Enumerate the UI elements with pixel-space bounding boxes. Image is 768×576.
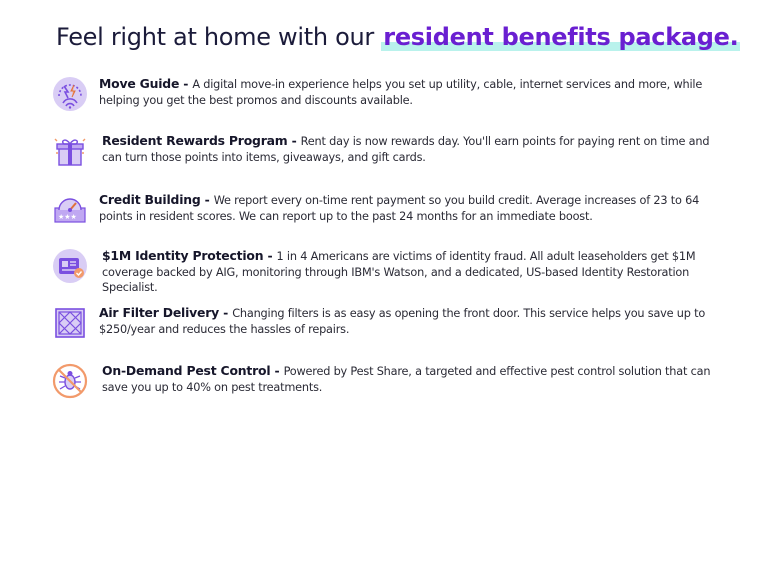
benefit-text: [102, 363, 722, 395]
benefit-description: 1 in 4 Americans are victims of identity fraud. All adult leaseholders get $1M coverage backed by AIG, monitoring through IBM's Watson, and a dedicated, US-based Identity Restoration Specialist.: [102, 250, 696, 294]
benefit-name: Move Guide -: [99, 76, 193, 91]
benefit-text: [99, 192, 719, 224]
benefit-name: On-Demand Pest Control -: [102, 363, 284, 378]
gift-icon: [52, 133, 88, 169]
benefit-name: Resident Rewards Program -: [102, 133, 301, 148]
page-headline: [56, 22, 756, 52]
benefit-text: [102, 248, 722, 296]
benefit-description: Rent day is now rewards day. You'll earn points for paying rent on time and can turn those points into items, giveaways, and gift cards.: [102, 135, 710, 164]
benefit-name: $1M Identity Protection -: [102, 248, 277, 263]
benefit-description: We report every on-time rent payment so you build credit. Average increases of 23 to 64 points in resident scores. We can report up to the past 24 months for an immediate boost.: [99, 194, 700, 223]
benefit-description: Changing filters is as easy as opening the front door. This service helps you save up to $250/year and reduces the hassles of repairs.: [99, 307, 706, 336]
benefit-description: Powered by Pest Share, a targeted and effective pest control solution that can save you up to 40% on pest treatments.: [102, 365, 711, 394]
id-card-icon: [52, 248, 88, 284]
benefit-name: Air Filter Delivery -: [99, 305, 233, 320]
benefit-name: Credit Building -: [99, 192, 214, 207]
wifi-lightning-icon: [52, 76, 88, 112]
air-filter-icon: [52, 305, 88, 341]
benefit-text: [99, 305, 719, 337]
no-pest-icon: [52, 363, 88, 399]
benefit-description: A digital move-in experience helps you set up utility, cable, internet services and more, while helping you get the best promos and discounts available.: [99, 78, 703, 107]
credit-score-gauge-icon: [52, 192, 88, 228]
svg-text:★★★: ★★★: [58, 213, 77, 221]
headline-highlight: resident benefits package.: [383, 23, 739, 51]
benefit-text: [102, 133, 722, 165]
headline-prefix: Feel right at home with our: [56, 23, 382, 51]
benefit-text: [99, 76, 719, 108]
